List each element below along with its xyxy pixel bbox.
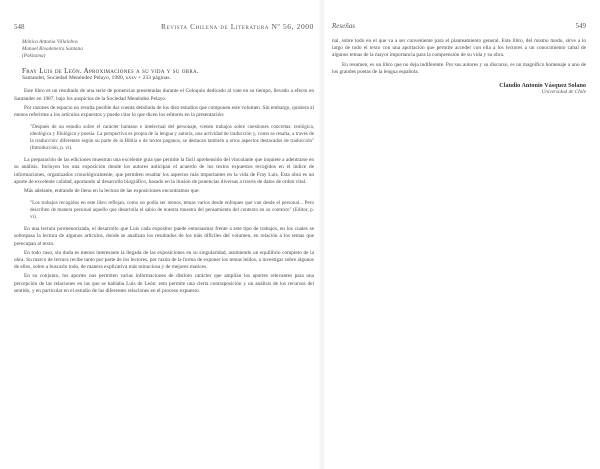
block-quote: "Los trabajos recogidos en este libro reflejan, como no podía ser menos, temas varios desde enfoques que van desde el personal... Pero describen de manera personal aquello que desarrolla el sabio de nuestra muestra del pensamiento del contexto en su contexto" (Editor, p. vi). (30, 200, 314, 221)
body-paragraph: En una lectura pormenorizada, el desarrollo que Luis cada expositor puede entusiasmar frente a este tipo de trabajos, en los cuales se sobrepasa la lectura de algunos artículos, donde se analizan los resultados de los más difíciles del volumen, en relación a los temas que preocupan al texto. (14, 226, 314, 247)
body-paragraph: nal, sobre todo en el que va a ser conveniente para el planteamiento general. Este libro, del mismo modo, sirve a lo largo de todo el texto con una aportación que permite acceder con ella a los lectores a un conocimiento cabal de algunos temas de la mayor importancia para la comprensión de su vida y su obra. (332, 38, 586, 59)
body-paragraph: Este libro es un resultado de una serie de ponencias presentadas durante el Coloquio dedicado al vate en su tiempo, llevado a efecto en Santander en 1987, bajo los auspicios de la Sociedad Menéndez Pelayo. (14, 88, 314, 102)
reviewer-list (22, 39, 314, 60)
body-paragraph: La preparación de las ediciones muestran una excelente guía que permite la fácil aprehensión del vinculante que inquiete a adentrarse en su análisis. Incluyen los una exposición donde los autores anticipan el acuerdo de los textos expuestos recogidos en el índice de informaciones, organizados cronológicamente, que permiten resaltar los aspectos más importantes en la vida de Fray Luis. Esta obra es un aporte de excelente calidad, aportando al desarrollo biográfico, basado en la ilusión de ponencias diversas a través de datos de orden vital. (14, 157, 314, 185)
review-affiliation: Universidad de Chile (541, 89, 586, 96)
right-running-label: Reseñas (332, 22, 355, 30)
body-paragraph: Más adelante, entrando de lleno en la lectura de las exposiciones encontramos que: (24, 188, 200, 195)
left-page (14, 22, 314, 462)
body-paragraph: En todo caso, sin duda es menos interesante la llegada de las exposiciones en su singularidad, asumiendo un equilibrio completo de la obra. Su marco de lectura recibe tanto por parte de los lectores, por razón de la forma de exponer los temas leídos, a investigar sobre algunos de ellos, sobre a buscarlo todo, de manera explicativa más minuciosa y de mejores matices. (14, 249, 314, 271)
right-running-head (332, 22, 586, 30)
reviewer-name: Mónica Antonia Villalobos (22, 39, 78, 45)
body-paragraph: En su conjunto, los aportes nos permiten varias informaciones de distinto carácter que amplían los aportes relevantes para una percepción de las relaciones en las que se hablaba Luis de León: esto permite una cierta contraposición y un análisis de los recursos del sentido, y en particular en el estudio de las diferentes relaciones en el proceso expuesto. (14, 273, 314, 294)
left-running-title: Revista Chilena de Literatura Nº 56, 2000 (161, 22, 314, 31)
reviewer-name: (Pokitama) (22, 53, 46, 59)
book-publication: Santander, Sociedad Menéndez Pelayo, 1980, xxxv + 233 páginas. (22, 75, 171, 82)
reviewer-name: Manuel Rivadeneira Santana (22, 46, 83, 52)
right-page (332, 22, 586, 462)
book-title: Fray Luis de León. Aproximaciones a su vida y su obra. (22, 67, 199, 75)
left-page-number: 548 (14, 23, 25, 31)
left-running-head (14, 22, 314, 31)
review-signature: Claudio Antonio Vásquez Solano (499, 82, 586, 90)
book-gutter (318, 0, 326, 469)
body-paragraph: Por razones de espacio no resulta posible dar cuenta detallada de los diez estudios que componen este volumen. Sin embargo, quisiera al menos referirme a los artículos expuestos y puede citar lo que dicen los editores en la presentación: (14, 104, 314, 119)
right-page-number: 549 (575, 22, 586, 30)
block-quote: "Después de un estudio sobre el carácter humano e intelectual del personaje, vienen trabajos sobre cuestiones concretas: teológica, ideológica y filológica y poesía. La perspectiva es propia de la lengua y autoría, una actividad de traducción y, como se resalta, a través de la traducción: diferentes según su parte de la Biblia o de textos paganos, se destacan también a otros aspectos destacados de traducción" (Introducción, p. vi). (30, 124, 314, 152)
body-paragraph: En resumen, es un libro que no deja indiferente. Por sus autores y su discurso, es un magnífico homenaje a uno de los grandes poetas de la lengua española. (332, 61, 586, 75)
